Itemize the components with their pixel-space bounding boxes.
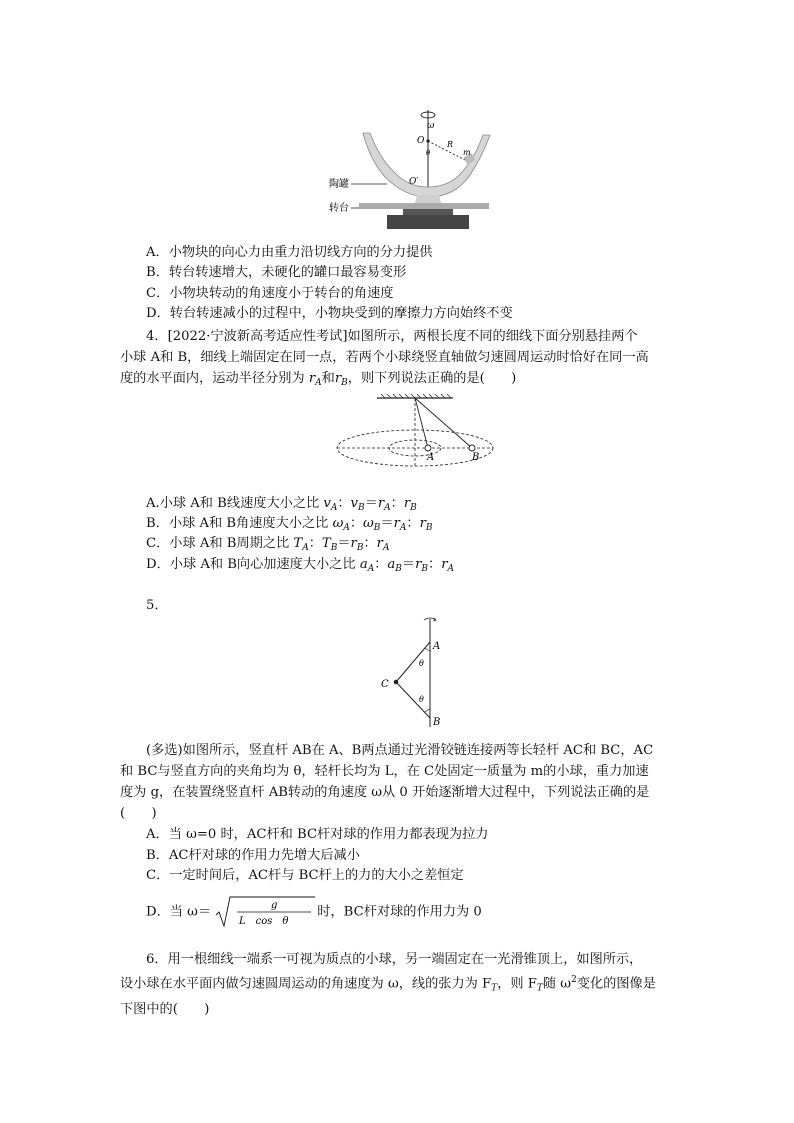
q4-line-1: 4．[2022·宁波新高考适应性考试]如图所示，两根长度不同的细线下面分别悬挂两个	[146, 329, 638, 344]
q5-option-c: C．一定时间后，AC杆与 BC杆上的力的大小之差恒定	[146, 868, 464, 883]
q4-line-3-pre: 度的水平面内，运动半径分别为	[120, 371, 305, 386]
q5-option-a: A．当 ω=0 时，AC杆和 BC杆对球的作用力都表现为拉力	[146, 827, 489, 842]
r-label: R	[447, 140, 454, 149]
q4-line-3-and: 和	[321, 371, 335, 386]
figure-turntable-jar	[325, 105, 495, 235]
jar-label: 陶罐	[329, 179, 349, 190]
q5-line-3: 度为 g，在装置绕竖直杆 AB转动的角速度 ω从 0 开始逐渐增大过程中，下列说法正确的是	[120, 785, 650, 800]
q3-option-d: D．转台转速减小的过程中，小物块受到的摩擦力方向始终不变	[146, 306, 513, 321]
q6-line-3: 下图中的( )	[120, 1002, 210, 1018]
q6-line-2-mid: ，则 F	[497, 976, 537, 992]
q4-option-b: B．小球 A和 B角速度大小之比 $\omega_A$：$\omega_B=r_A$：$r_B$	[146, 516, 433, 533]
q5-line-1: (多选)如图所示，竖直杆 AB在 A、B两点通过光滑铰链连接两等长轻杆 AC和 BC，AC	[146, 743, 654, 758]
q6-line-2-pre: 设小球在水平面内做匀速圆周运动的角速度为 ω，线的张力为 F	[120, 976, 492, 992]
q4-line-2: 小球 A和 B，细线上端固定在同一点，若两个小球绕竖直轴做匀速圆周运动时恰好在同一高	[120, 350, 649, 365]
o-prime-label: O′	[409, 177, 419, 187]
point-c-label: C	[381, 679, 389, 690]
q5-option-d-post: 时，BC杆对球的作用力为 0	[317, 904, 482, 920]
omega-label: ω	[427, 121, 435, 131]
table-label: 转台	[329, 203, 349, 214]
q5-line-4: ( )	[120, 806, 157, 821]
q6-stem: 6．用一根细线一端系一可视为质点的小球，另一端固定在一光滑锥顶上，如图所示， 设小球在水平面内做匀速圆周运动的角速度为 ω，线的张力为 $F_T$，则 $F_T$随 $\omega^2$变化的图像是 下图中的( )	[120, 952, 656, 1018]
q5-stem	[120, 740, 680, 824]
theta-label: θ	[426, 149, 431, 157]
sqrt-expression	[215, 895, 317, 929]
q4-line-3-post: ，则下列说法正确的是( )	[347, 371, 517, 386]
q6-line-2-post: 随 ω	[542, 976, 572, 992]
q5-option-d	[146, 895, 482, 929]
point-a-label: A	[433, 641, 441, 652]
q6-line-1: 6．用一根细线一端系一可视为质点的小球，另一端固定在一光滑锥顶上，如图所示，	[146, 952, 643, 967]
q3-option-b: B．转台转速增大，未硬化的罐口最容易变形	[146, 265, 407, 280]
q4-stem: 4．[2022·宁波新高考适应性考试]如图所示，两根长度不同的细线下面分别悬挂两个 小球 A和 B，细线上端固定在同一点，若两个小球绕竖直轴做匀速圆周运动时恰好在同一高 度的水平面内，运动半径分别为 $r_A$和$r_B$，则下列说法正确的是( )	[120, 329, 649, 388]
m-label: m	[463, 148, 471, 157]
figure-conical-pendulums	[335, 393, 495, 468]
q5-option-d-pre: D．当 ω＝	[146, 904, 212, 920]
ball-a-label: A	[427, 452, 435, 463]
ball-b-label: B	[472, 452, 480, 463]
fraction-denominator: L cos θ	[239, 916, 289, 927]
q4-option-d: D．小球 A和 B向心加速度大小之比 $a_A$：$a_B=r_B$：$r_A$	[146, 557, 454, 574]
figure-rod-hinge	[376, 615, 446, 730]
q4-option-c: C．小球 A和 B周期之比 $T_A$：$T_B=r_B$：$r_A$	[146, 536, 390, 553]
theta-upper-label: θ	[419, 659, 424, 668]
fraction-numerator: g	[271, 900, 278, 911]
q6-line-2-end: 变化的图像是	[576, 976, 656, 992]
q5-option-b: B．AC杆对球的作用力先增大后减小	[146, 848, 360, 863]
o-label: O	[417, 136, 425, 146]
q5-line-2: 和 BC与竖直方向的夹角均为 θ，轻杆长均为 L，在 C处固定一质量为 m的小球，重力加速	[120, 764, 649, 779]
point-b-label: B	[433, 717, 441, 728]
q3-option-a: A．小物块的向心力由重力沿切线方向的分力提供	[146, 245, 433, 260]
q4-option-a: A.小球 A和 B线速度大小之比 $v_A$：$v_B=r_A$：$r_B$	[146, 496, 417, 513]
q3-option-c: C．小物块转动的角速度小于转台的角速度	[146, 286, 394, 301]
theta-lower-label: θ	[419, 695, 424, 704]
q5-number: 5．	[146, 598, 168, 613]
